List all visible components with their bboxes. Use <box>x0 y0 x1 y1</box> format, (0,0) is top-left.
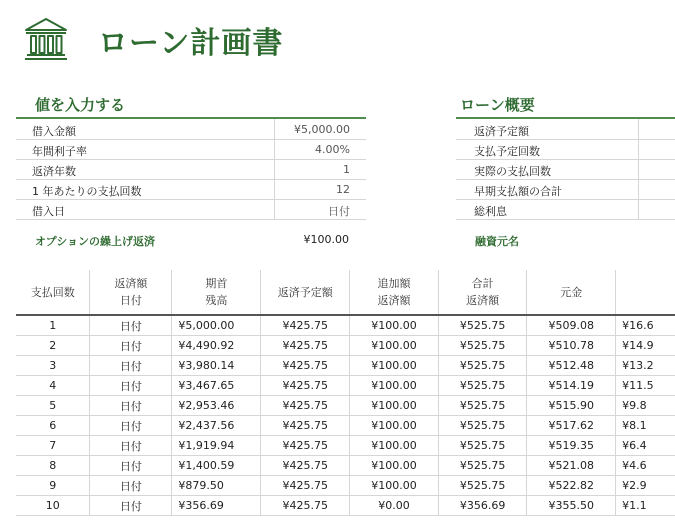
table-cell: ¥100.00 <box>350 436 439 456</box>
table-cell: ¥6.4 <box>616 436 675 456</box>
input-row <box>16 119 366 140</box>
table-cell: ¥425.75 <box>261 356 350 376</box>
summary-row <box>456 199 675 220</box>
table-cell: ¥356.69 <box>172 496 261 516</box>
column-header <box>616 270 675 315</box>
table-cell: ¥5,000.00 <box>172 315 261 336</box>
summary-row <box>456 179 675 200</box>
table-cell: ¥525.75 <box>438 476 527 496</box>
input-label: 返済年数 <box>32 165 76 178</box>
table-cell: ¥355.50 <box>527 496 616 516</box>
table-cell: ¥509.08 <box>527 315 616 336</box>
column-header <box>261 270 350 315</box>
table-cell: 3 <box>16 356 90 376</box>
table-cell: ¥100.00 <box>350 315 439 336</box>
table-cell: ¥425.75 <box>261 315 350 336</box>
column-header <box>90 270 172 315</box>
table-row <box>16 416 675 436</box>
table-cell: ¥1.1 <box>616 496 675 516</box>
table-cell: 7 <box>16 436 90 456</box>
cell-divider <box>274 179 275 199</box>
table-cell: 日付 <box>90 436 172 456</box>
summary-row <box>456 119 675 140</box>
column-header-line: 期首 <box>205 277 228 290</box>
table-cell: ¥510.78 <box>527 336 616 356</box>
table-cell: ¥519.35 <box>527 436 616 456</box>
table-cell: ¥100.00 <box>350 336 439 356</box>
column-header-line: 支払回数 <box>30 285 75 299</box>
table-cell: ¥525.75 <box>438 396 527 416</box>
table-cell: ¥9.8 <box>616 396 675 416</box>
table-cell: 日付 <box>90 456 172 476</box>
table-cell: ¥11.5 <box>616 376 675 396</box>
summary-label: 実際の支払回数 <box>474 165 551 178</box>
table-row <box>16 356 675 376</box>
table-cell: 4 <box>16 376 90 396</box>
table-cell: ¥425.75 <box>261 476 350 496</box>
cell-divider <box>638 119 639 139</box>
table-cell: ¥425.75 <box>261 416 350 436</box>
table-row <box>16 396 675 416</box>
table-cell: ¥525.75 <box>438 416 527 436</box>
table-cell: 2 <box>16 336 90 356</box>
table-cell: ¥425.75 <box>261 456 350 476</box>
input-row <box>16 139 366 160</box>
page-title: ローン計画書 <box>98 26 284 61</box>
table-row <box>16 436 675 456</box>
column-header-line: 返済額 <box>466 294 500 307</box>
table-row <box>16 476 675 496</box>
table-cell: ¥525.75 <box>438 315 527 336</box>
inputs-section-title: 値を入力する <box>35 96 126 114</box>
column-header-line: 返済額 <box>114 277 148 290</box>
table-cell: ¥4.6 <box>616 456 675 476</box>
table-cell: 日付 <box>90 396 172 416</box>
table-cell: ¥100.00 <box>350 456 439 476</box>
table-cell: ¥517.62 <box>527 416 616 436</box>
table-cell: 8 <box>16 456 90 476</box>
summary-label: 早期支払額の合計 <box>474 185 562 198</box>
table-cell: 1 <box>16 315 90 336</box>
table-cell: ¥14.9 <box>616 336 675 356</box>
cell-divider <box>638 179 639 199</box>
table-cell: ¥13.2 <box>616 356 675 376</box>
table-cell: ¥0.00 <box>350 496 439 516</box>
table-cell: ¥2,953.46 <box>172 396 261 416</box>
cell-divider <box>638 139 639 159</box>
table-cell: ¥16.6 <box>616 315 675 336</box>
cell-divider <box>638 199 639 219</box>
table-cell: ¥425.75 <box>261 436 350 456</box>
column-header-line: 返済額 <box>377 294 411 307</box>
cell-divider <box>274 159 275 179</box>
optional-prepayment-value[interactable]: ¥100.00 <box>303 233 349 246</box>
column-header <box>172 270 261 315</box>
table-cell: ¥425.75 <box>261 336 350 356</box>
table-cell: 日付 <box>90 476 172 496</box>
table-cell: 6 <box>16 416 90 436</box>
table-cell: ¥100.00 <box>350 416 439 436</box>
table-row <box>16 376 675 396</box>
table-cell: 10 <box>16 496 90 516</box>
table-cell: ¥1,400.59 <box>172 456 261 476</box>
input-value[interactable]: 1 <box>343 163 350 176</box>
summary-row <box>456 159 675 180</box>
input-row <box>16 159 366 180</box>
table-cell: ¥2,437.56 <box>172 416 261 436</box>
cell-divider <box>274 199 275 219</box>
input-value[interactable]: 4.00% <box>315 143 350 156</box>
table-cell: ¥100.00 <box>350 396 439 416</box>
table-cell: ¥100.00 <box>350 476 439 496</box>
table-cell: ¥515.90 <box>527 396 616 416</box>
input-label: 借入日 <box>32 205 65 218</box>
input-label: 借入金額 <box>32 125 76 138</box>
column-header <box>16 270 90 315</box>
table-cell: ¥425.75 <box>261 376 350 396</box>
table-cell: ¥522.82 <box>527 476 616 496</box>
column-header-line: 返済予定額 <box>277 285 333 299</box>
table-cell: ¥525.75 <box>438 336 527 356</box>
table-cell: ¥525.75 <box>438 436 527 456</box>
summary-label: 総利息 <box>474 205 507 218</box>
input-value[interactable]: ¥5,000.00 <box>294 123 350 136</box>
cell-divider <box>274 139 275 159</box>
table-cell: ¥100.00 <box>350 356 439 376</box>
input-row <box>16 179 366 200</box>
input-row <box>16 199 366 220</box>
table-cell: 5 <box>16 396 90 416</box>
table-row <box>16 336 675 356</box>
table-cell: 9 <box>16 476 90 496</box>
table-cell: ¥100.00 <box>350 376 439 396</box>
table-cell: ¥525.75 <box>438 456 527 476</box>
lender-name-label: 融資元名 <box>475 235 519 248</box>
table-cell: ¥3,980.14 <box>172 356 261 376</box>
table-cell: ¥425.75 <box>261 496 350 516</box>
table-cell: ¥525.75 <box>438 376 527 396</box>
table-cell: 日付 <box>90 356 172 376</box>
table-cell: 日付 <box>90 416 172 436</box>
cell-divider <box>638 159 639 179</box>
table-cell: ¥356.69 <box>438 496 527 516</box>
table-row <box>16 496 675 516</box>
input-label: 年間利子率 <box>32 145 87 158</box>
table-cell: ¥2.9 <box>616 476 675 496</box>
table-cell: 日付 <box>90 376 172 396</box>
summary-row <box>456 139 675 160</box>
summary-section-title: ローン概要 <box>460 96 535 114</box>
column-header-line: 追加額 <box>377 277 411 290</box>
table-cell: ¥3,467.65 <box>172 376 261 396</box>
input-value[interactable]: 日付 <box>328 205 350 218</box>
table-cell: ¥525.75 <box>438 356 527 376</box>
table-cell: 日付 <box>90 315 172 336</box>
column-header-line: 残高 <box>205 294 228 307</box>
table-cell: ¥879.50 <box>172 476 261 496</box>
table-cell: ¥8.1 <box>616 416 675 436</box>
column-header-line: 日付 <box>119 294 142 307</box>
payment-schedule-table <box>16 270 675 516</box>
column-header-line: 合計 <box>471 277 494 290</box>
column-header <box>438 270 527 315</box>
input-value[interactable]: 12 <box>336 183 350 196</box>
column-header <box>527 270 616 315</box>
table-cell: ¥425.75 <box>261 396 350 416</box>
column-header <box>350 270 439 315</box>
table-row <box>16 456 675 476</box>
table-cell: ¥521.08 <box>527 456 616 476</box>
table-cell: 日付 <box>90 336 172 356</box>
table-cell: ¥4,490.92 <box>172 336 261 356</box>
column-header-line: 元金 <box>560 285 583 299</box>
cell-divider <box>274 119 275 139</box>
input-label: 1 年あたりの支払回数 <box>32 185 142 198</box>
table-row <box>16 315 675 336</box>
table-cell: 日付 <box>90 496 172 516</box>
table-cell: ¥1,919.94 <box>172 436 261 456</box>
table-cell: ¥514.19 <box>527 376 616 396</box>
bank-icon <box>22 14 70 62</box>
optional-prepayment-label: オプションの繰上げ返済 <box>35 235 156 248</box>
summary-label: 返済予定額 <box>474 125 529 138</box>
summary-label: 支払予定回数 <box>474 145 540 158</box>
table-cell: ¥512.48 <box>527 356 616 376</box>
